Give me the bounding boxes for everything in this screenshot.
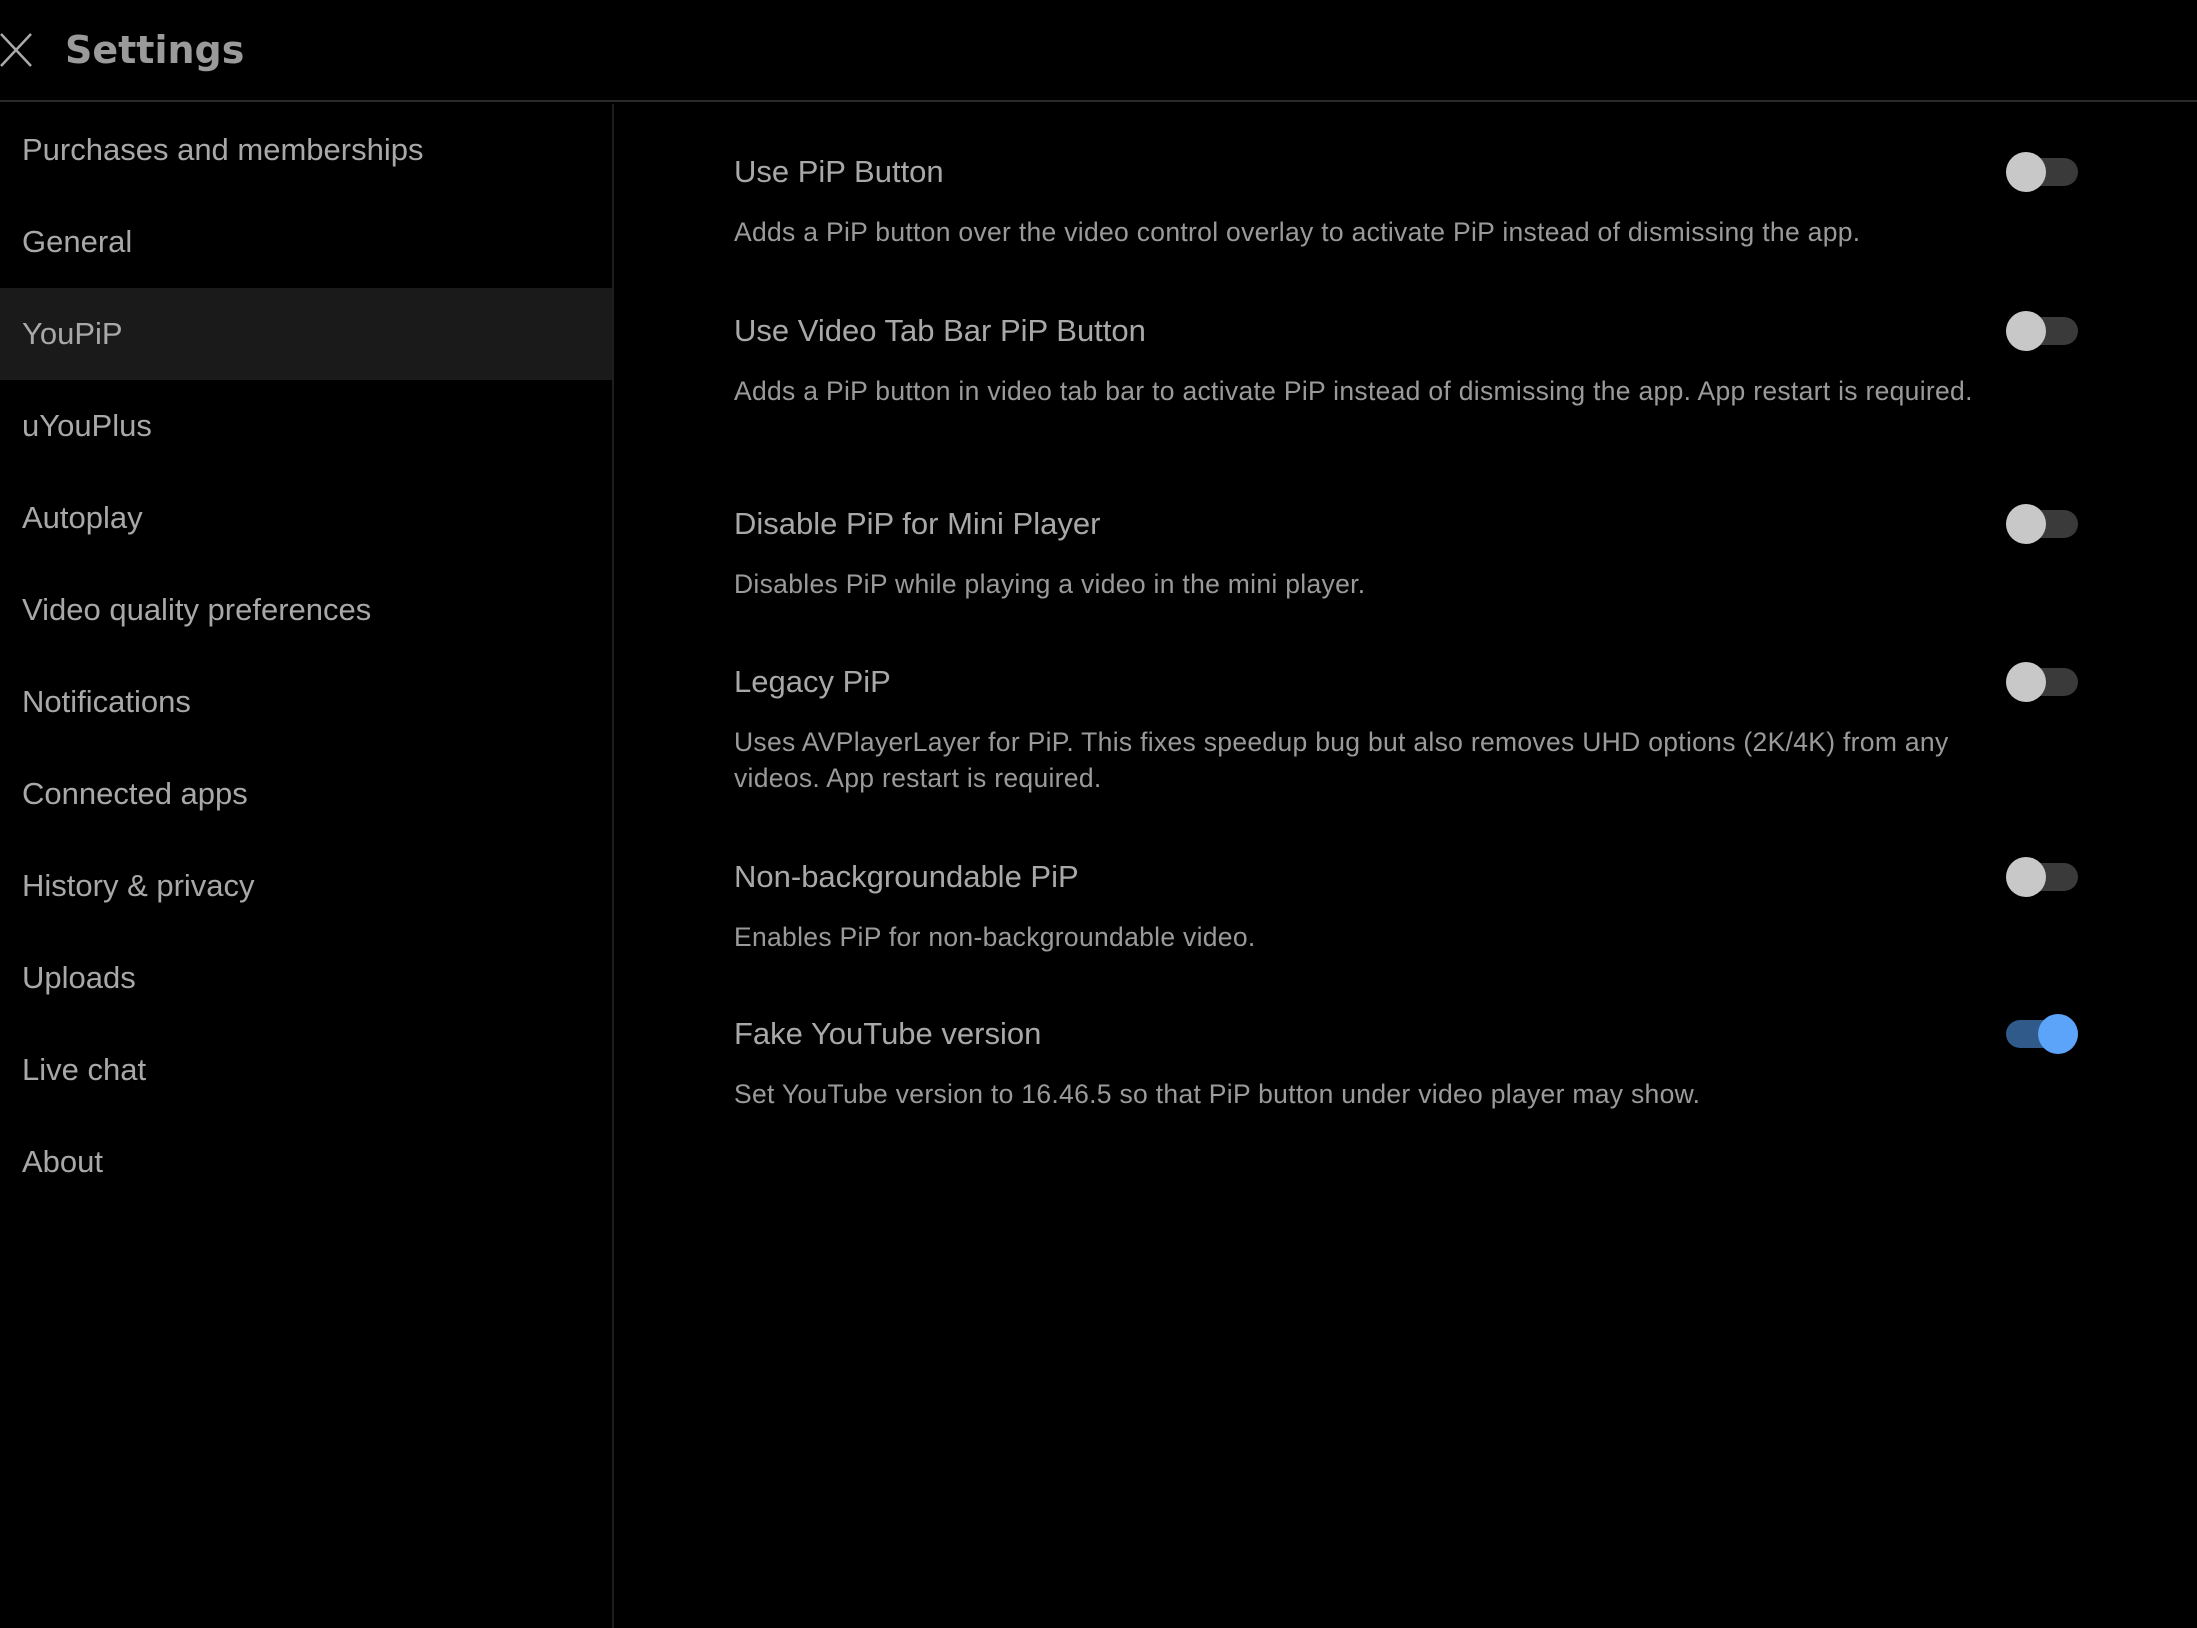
page-title: Settings — [65, 28, 245, 72]
sidebar-item-uploads[interactable]: Uploads — [22, 960, 136, 995]
sidebar-item-autoplay[interactable]: Autoplay — [22, 500, 143, 535]
toggle-thumb — [2006, 504, 2046, 544]
toggle-thumb — [2006, 311, 2046, 351]
sidebar-item-purchases-and-memberships[interactable]: Purchases and memberships — [22, 132, 424, 167]
setting-description: Adds a PiP button over the video control overlay to activate PiP instead of dismissing the app. — [734, 217, 1861, 247]
setting-title: Non-backgroundable PiP — [734, 859, 1079, 894]
toggle-thumb — [2006, 857, 2046, 897]
setting-row — [734, 857, 2134, 955]
setting-title: Disable PiP for Mini Player — [734, 506, 1101, 541]
sidebar-item-connected-apps[interactable]: Connected apps — [22, 776, 248, 811]
setting-row — [734, 311, 2134, 409]
setting-row — [734, 504, 2134, 602]
sidebar-item-about[interactable]: About — [22, 1144, 104, 1179]
sidebar-item-uyouplus[interactable]: uYouPlus — [22, 408, 152, 443]
setting-title: Use Video Tab Bar PiP Button — [734, 313, 1146, 348]
setting-description: Adds a PiP button in video tab bar to activate PiP instead of dismissing the app. App restart is required. — [734, 376, 1973, 406]
setting-description: Disables PiP while playing a video in the mini player. — [734, 569, 1366, 599]
setting-description: Enables PiP for non-backgroundable video. — [734, 922, 1256, 952]
sidebar-item-live-chat[interactable]: Live chat — [22, 1052, 147, 1087]
setting-title: Use PiP Button — [734, 154, 944, 189]
sidebar-item-notifications[interactable]: Notifications — [22, 684, 191, 719]
setting-toggle[interactable] — [2006, 1014, 2078, 1054]
sidebar-item-video-quality-preferences[interactable]: Video quality preferences — [22, 592, 372, 627]
header — [0, 0, 2197, 102]
setting-row — [734, 1014, 2134, 1112]
sidebar — [0, 104, 614, 1628]
toggle-thumb — [2006, 152, 2046, 192]
toggle-thumb — [2006, 662, 2046, 702]
setting-description: Uses AVPlayerLayer for PiP. This fixes speedup bug but also removes UHD options (2K/4K) from any videos. App restart is required. — [734, 727, 1949, 793]
sidebar-item-history-privacy[interactable]: History & privacy — [22, 868, 255, 903]
setting-row — [734, 662, 2134, 796]
setting-toggle[interactable] — [2006, 662, 2078, 702]
sidebar-item-youpip[interactable]: YouPiP — [0, 288, 612, 380]
setting-toggle[interactable] — [2006, 857, 2078, 897]
setting-description: Set YouTube version to 16.46.5 so that PiP button under video player may show. — [734, 1079, 1701, 1109]
setting-row — [734, 152, 2134, 250]
toggle-thumb — [2038, 1014, 2078, 1054]
setting-toggle[interactable] — [2006, 311, 2078, 351]
setting-title: Fake YouTube version — [734, 1016, 1042, 1051]
setting-toggle[interactable] — [2006, 152, 2078, 192]
sidebar-item-general[interactable]: General — [22, 224, 133, 259]
setting-title: Legacy PiP — [734, 664, 891, 699]
close-icon[interactable] — [0, 33, 32, 67]
setting-toggle[interactable] — [2006, 504, 2078, 544]
